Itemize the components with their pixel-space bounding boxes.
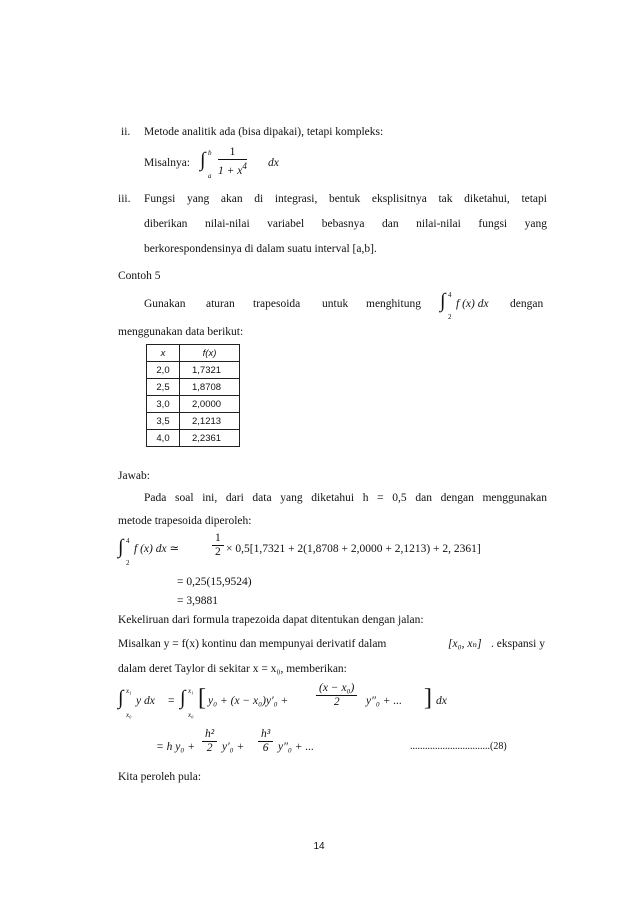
numerator: 1 — [212, 532, 224, 546]
error-line3: dalam deret Taylor di sekitar x = x₀, memberikan: — [118, 663, 347, 675]
table-header-fx: f(x) — [180, 345, 240, 362]
numerator: (x − x₀) — [316, 682, 357, 696]
example-label: Misalnya: — [144, 157, 190, 169]
item-iii-line1: Fungsi yang akan di integrasi, bentuk eksplisitnya tak diketahui, tetapi — [144, 193, 547, 205]
example-word-1: Gunakan — [144, 298, 186, 310]
table-cell-x: 3,0 — [147, 396, 180, 413]
lower-limit: 2 — [126, 559, 130, 567]
left-bracket: [ — [198, 685, 206, 711]
equation-trapezoid — [118, 531, 518, 567]
lower-limit-2: x₀ — [188, 711, 194, 719]
table-row — [147, 413, 240, 430]
equation-rhs: × 0,5[1,7321 + 2(1,8708 + 2,0000 + 2,1213) + 2, 2361] — [226, 543, 481, 555]
taylor-equals: = — [168, 695, 175, 707]
item-ii-text: Metode analitik ada (bisa dipakai), tetapi kompleks: — [144, 126, 384, 138]
fraction — [218, 146, 247, 178]
denominator: 2 — [333, 696, 340, 708]
error-line1: Kekeliruan dari formula trapezoida dapat ditentukan dengan jalan: — [118, 614, 424, 626]
error-interval: [x₀, xₙ] — [448, 638, 482, 650]
equation-reference: ................................(28) — [410, 741, 507, 752]
example-word-3: trapesoida — [253, 298, 301, 310]
table-row — [147, 430, 240, 447]
table-row — [147, 379, 240, 396]
integral-sign: ∫ — [118, 536, 124, 558]
numerator: h³ — [258, 728, 273, 742]
error-line2a: Misalkan y = f(x) kontinu dan mempunyai derivatif dalam — [118, 638, 387, 650]
table-row — [147, 396, 240, 413]
item-marker-iii: iii. — [118, 193, 131, 205]
lower-limit: a — [208, 172, 212, 180]
table-cell-x: 2,5 — [147, 379, 180, 396]
example-word-4: untuk — [322, 298, 349, 310]
table-cell-fx: 1,8708 — [180, 379, 240, 396]
closing-line: Kita peroleh pula: — [118, 771, 202, 783]
error-line2b: . ekspansi y — [491, 638, 545, 650]
upper-limit: 4 — [126, 537, 130, 545]
table-cell-fx: 2,0000 — [180, 396, 240, 413]
lower-limit: x₀ — [126, 711, 132, 719]
example-heading: Contoh 5 — [118, 270, 161, 282]
taylor-fraction — [316, 682, 357, 709]
page-number: 14 — [313, 841, 325, 852]
denominator-exponent: 4 — [242, 161, 247, 171]
data-table — [146, 344, 240, 447]
upper-limit: x₁ — [126, 687, 132, 695]
taylor-lhs: y dx — [136, 695, 155, 707]
right-bracket: ] — [424, 685, 432, 711]
taylor-dx: dx — [436, 695, 447, 707]
denominator: 2 — [215, 546, 221, 558]
fraction-h2 — [202, 728, 217, 755]
denominator-text: 1 + x — [218, 164, 243, 177]
upper-limit: b — [208, 149, 212, 157]
result-part-b: y′₀ + — [222, 741, 245, 753]
result-part-c: y″₀ + ... — [278, 741, 315, 753]
answer-line2: metode trapesoida diperoleh: — [118, 515, 252, 527]
taylor-tail: y″₀ + ... — [366, 695, 403, 707]
table-cell-x: 2,0 — [147, 362, 180, 379]
upper-limit: 4 — [448, 291, 452, 299]
equation-taylor — [118, 680, 558, 720]
table-cell-x: 3,5 — [147, 413, 180, 430]
table-header-x: x — [147, 345, 180, 362]
integral-sign: ∫ — [200, 149, 206, 171]
table-cell-x: 4,0 — [147, 430, 180, 447]
fraction-half — [212, 532, 224, 559]
table-header-row — [147, 345, 240, 362]
upper-limit-2: x₁ — [188, 687, 194, 695]
equation-step3: = 3,9881 — [177, 595, 218, 607]
integral-sign-2: ∫ — [180, 687, 186, 709]
item-marker-ii: ii. — [121, 126, 131, 138]
integral-example — [200, 144, 310, 184]
item-iii-line3: berkorespondensinya di dalam suatu interval [a,b]. — [144, 243, 377, 255]
integral-sign: ∫ — [118, 687, 124, 709]
numerator: 1 — [218, 146, 247, 160]
answer-heading: Jawab: — [118, 470, 150, 482]
table-row — [147, 362, 240, 379]
example-line2: menggunakan data berikut: — [118, 326, 244, 338]
denominator: 6 — [262, 742, 269, 754]
example-integral — [440, 285, 510, 321]
answer-line1: Pada soal ini, dari data yang diketahui h = 0,5 dan dengan menggunakan — [144, 492, 547, 504]
example-word-5: menghitung — [366, 298, 421, 310]
table-cell-fx: 2,1213 — [180, 413, 240, 430]
integral-body: f (x) dx — [456, 298, 489, 310]
fraction-h3 — [258, 728, 273, 755]
table-cell-fx: 2,2361 — [180, 430, 240, 447]
equation-lhs: f (x) dx ≃ — [134, 543, 180, 555]
result-part-a: = h y₀ + — [156, 741, 195, 753]
denominator — [218, 160, 247, 178]
equation-step2: = 0,25(15,9524) — [177, 576, 252, 588]
numerator: h² — [202, 728, 217, 742]
example-line1-end: dengan — [510, 298, 544, 310]
table-cell-fx: 1,7321 — [180, 362, 240, 379]
lower-limit: 2 — [448, 313, 452, 321]
dx-text: dx — [268, 157, 279, 169]
integral-sign: ∫ — [440, 290, 446, 312]
denominator: 2 — [206, 742, 213, 754]
item-iii-line2: diberikan nilai-nilai variabel bebasnya dan nilai-nilai fungsi yang — [144, 218, 547, 230]
taylor-body: y₀ + (x − x₀)y′₀ + — [208, 695, 289, 707]
example-word-2: aturan — [206, 298, 235, 310]
